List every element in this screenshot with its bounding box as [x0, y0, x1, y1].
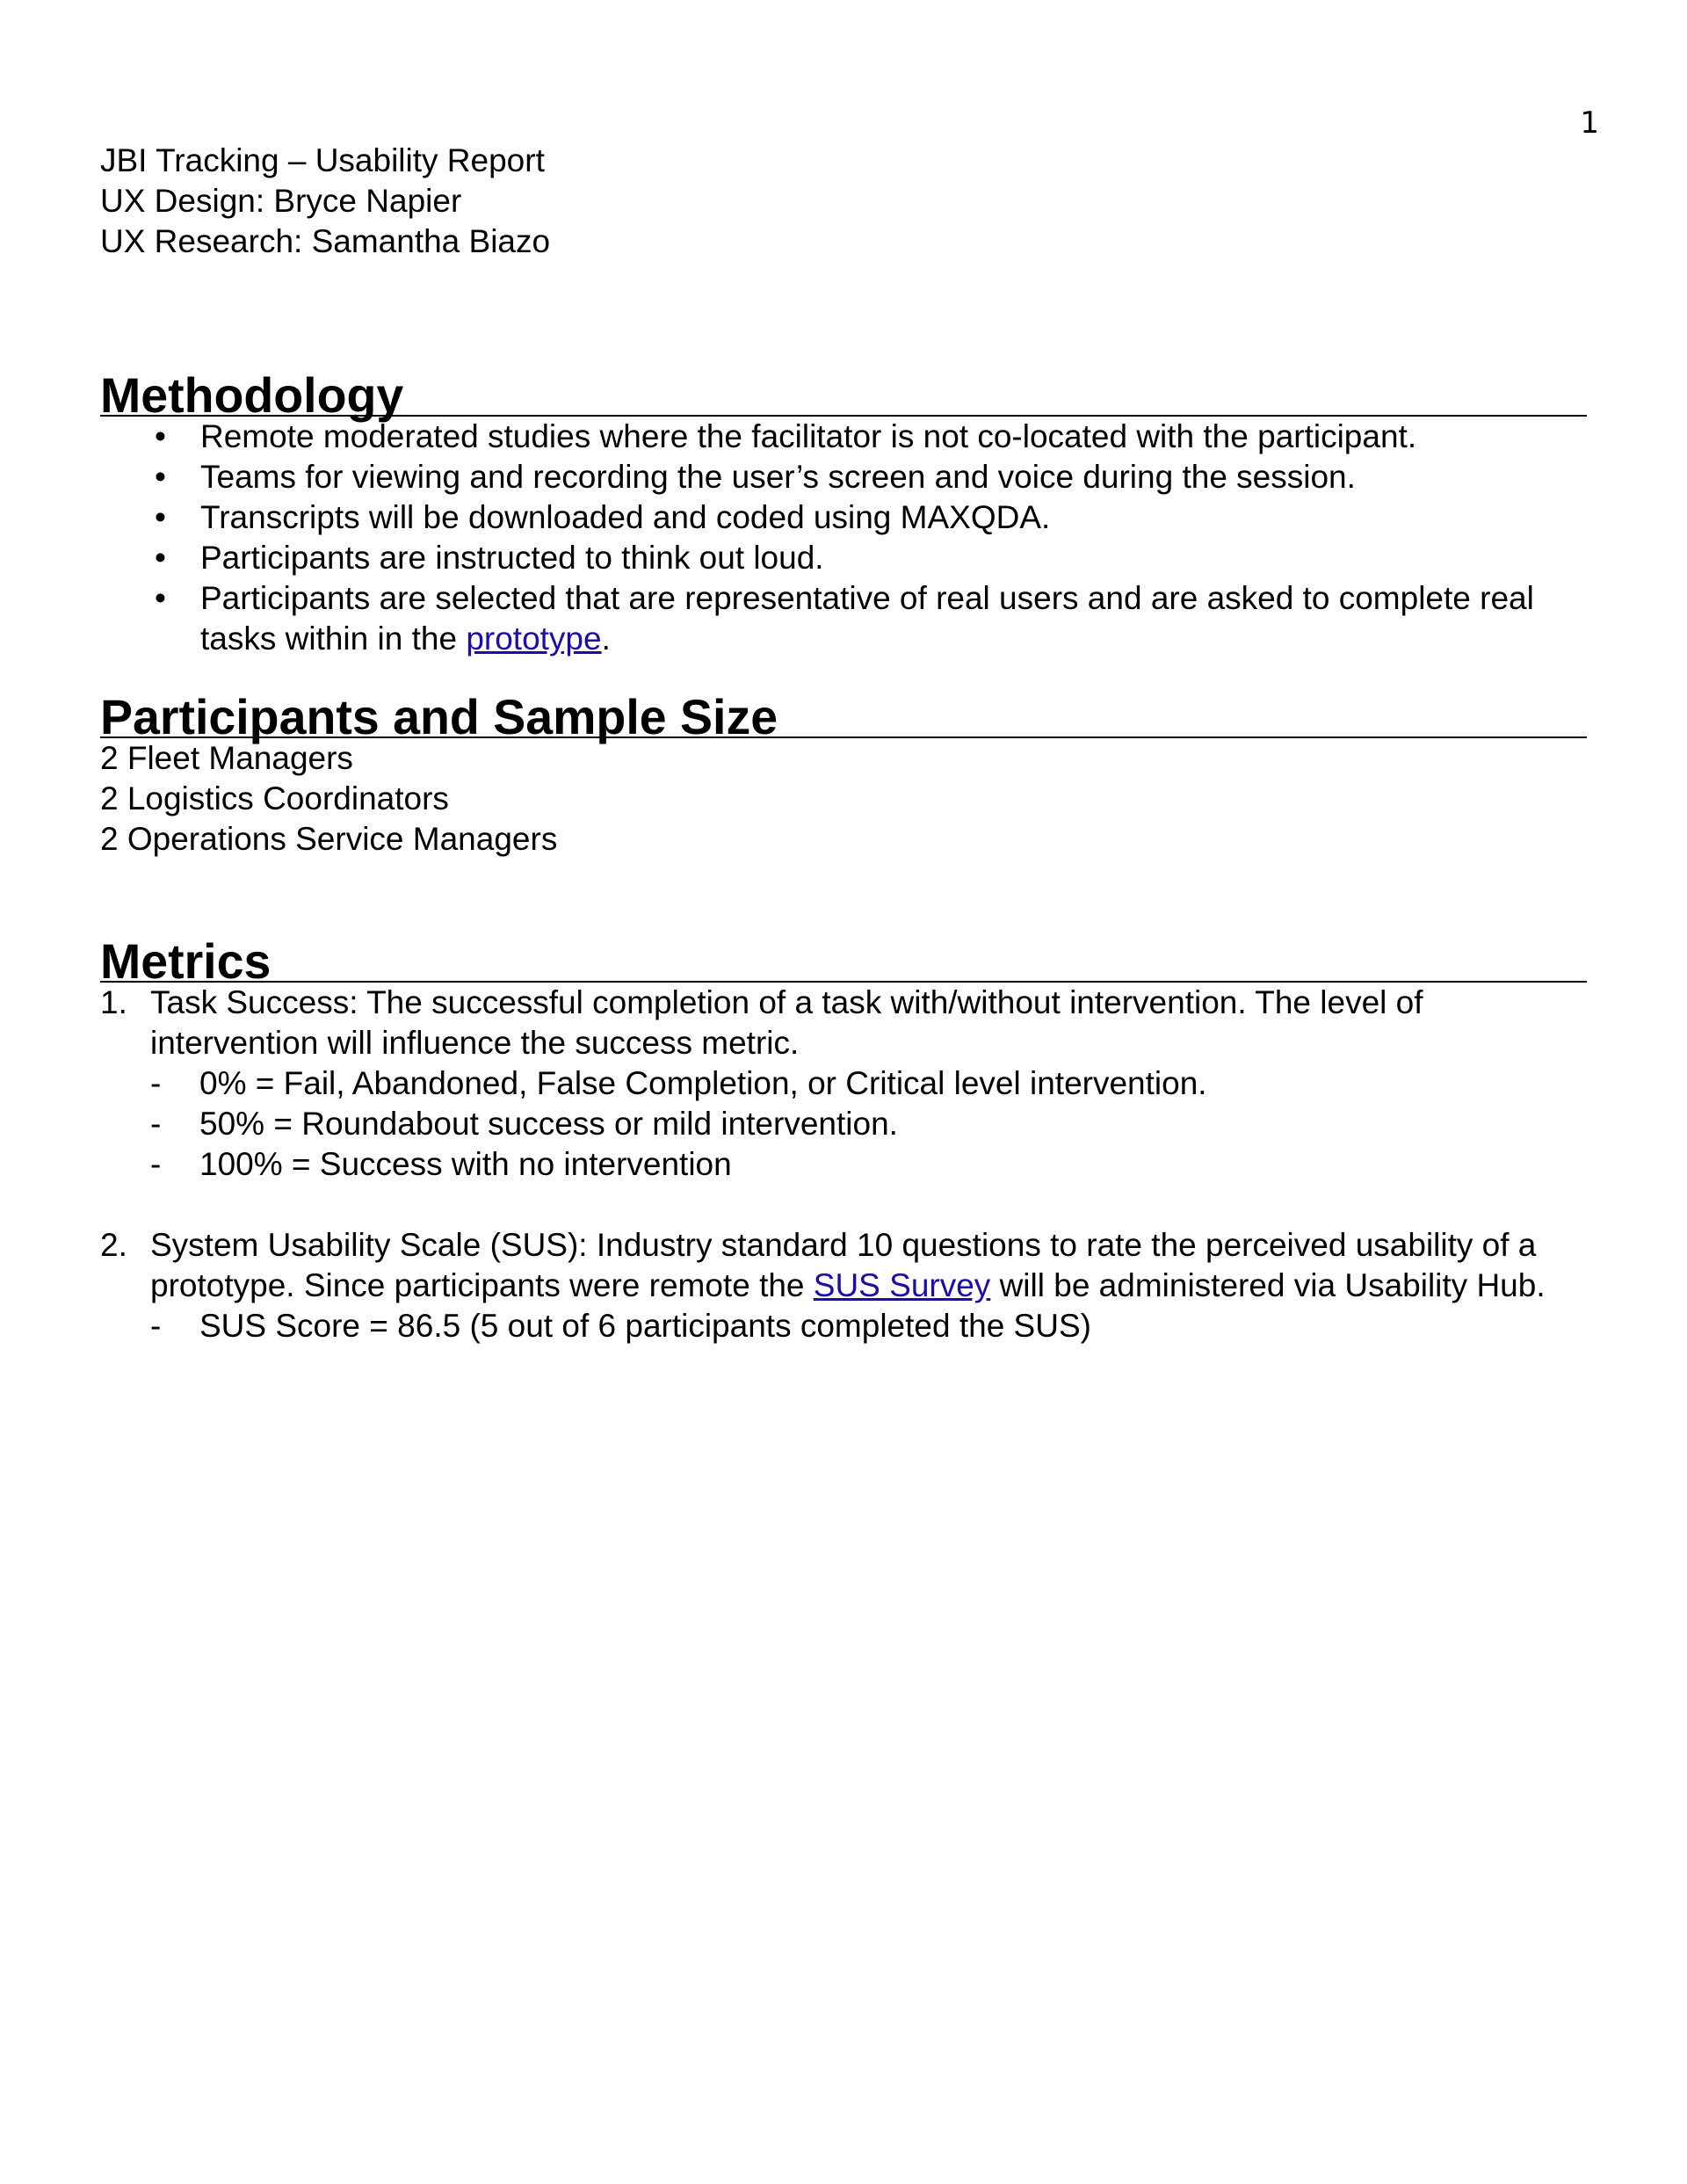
task-success-levels	[100, 1063, 1587, 1185]
methodology-heading: Methodology	[100, 376, 1587, 417]
ux-research-credit: UX Research: Samantha Biazo	[100, 223, 551, 259]
bullet-icon: •	[155, 540, 166, 576]
metric-text	[150, 1227, 1546, 1303]
metric-item-sus	[100, 1225, 1587, 1346]
dash-icon: -	[150, 1146, 162, 1182]
dash-icon: -	[150, 1065, 162, 1101]
sus-score-item	[100, 1306, 1587, 1346]
dash-icon: -	[150, 1308, 162, 1344]
methodology-section	[100, 368, 1587, 659]
document-header	[100, 141, 1587, 262]
methodology-item	[100, 497, 1587, 538]
bullet-icon: •	[155, 418, 166, 454]
methodology-item	[100, 578, 1587, 659]
document-body	[100, 141, 1587, 1346]
bullet-icon: •	[155, 459, 166, 495]
methodology-item	[100, 457, 1587, 497]
success-level-text: 100% = Success with no intervention	[199, 1146, 732, 1182]
success-level-item	[100, 1104, 1587, 1144]
prototype-link[interactable]: prototype	[466, 620, 602, 657]
list-spacer	[100, 1185, 1587, 1225]
participant-group: 2 Logistics Coordinators	[100, 780, 449, 816]
dash-icon: -	[150, 1106, 162, 1142]
methodology-item	[100, 417, 1587, 457]
participant-group: 2 Operations Service Managers	[100, 821, 558, 857]
metric-text-suffix: will be administered via Usability Hub.	[990, 1267, 1546, 1303]
bullet-icon: •	[155, 499, 166, 535]
metric-text: Task Success: The successful completion of a task with/without intervention. The level of intervention will influence the success metric.	[150, 984, 1423, 1061]
methodology-list	[100, 417, 1587, 659]
sus-score-text: SUS Score = 86.5 (5 out of 6 participants completed the SUS)	[199, 1308, 1091, 1344]
metric-item-task-success	[100, 983, 1587, 1185]
metric-number: 2.	[100, 1227, 127, 1263]
metric-text-prefix: System Usability Scale (SUS): Industry standard 10 questions to rate the perceived usability of a prototype. Since participants were remote the	[150, 1227, 1537, 1303]
metrics-section	[100, 934, 1587, 1346]
methodology-item-text: Transcripts will be downloaded and coded using MAXQDA.	[200, 499, 1051, 535]
report-title: JBI Tracking – Usability Report	[100, 142, 545, 178]
participants-section	[100, 690, 1587, 860]
methodology-item-text-prefix: Participants are selected that are representative of real users and are asked to complete real tasks within in the	[200, 580, 1534, 657]
sus-results	[100, 1306, 1587, 1346]
participant-group: 2 Fleet Managers	[100, 740, 353, 776]
participants-heading: Participants and Sample Size	[100, 698, 1587, 738]
methodology-item-text: Teams for viewing and recording the user’s screen and voice during the session.	[200, 459, 1356, 495]
success-level-text: 0% = Fail, Abandoned, False Completion, or Critical level intervention.	[199, 1065, 1207, 1101]
metrics-heading: Metrics	[100, 942, 1587, 983]
methodology-item-text: Remote moderated studies where the facilitator is not co-located with the participant.	[200, 418, 1417, 454]
sus-survey-link[interactable]: SUS Survey	[813, 1267, 991, 1303]
methodology-item-text: Participants are instructed to think out loud.	[200, 540, 824, 576]
methodology-item-text	[200, 580, 1534, 657]
success-level-item	[100, 1063, 1587, 1104]
success-level-item	[100, 1144, 1587, 1185]
success-level-text: 50% = Roundabout success or mild intervention.	[199, 1106, 898, 1142]
methodology-item-text-suffix: .	[601, 620, 611, 657]
metrics-list	[100, 983, 1587, 1346]
page-number: 1	[1580, 105, 1599, 141]
bullet-icon: •	[155, 580, 166, 616]
methodology-item	[100, 538, 1587, 578]
ux-design-credit: UX Design: Bryce Napier	[100, 183, 462, 219]
metric-number: 1.	[100, 984, 127, 1020]
